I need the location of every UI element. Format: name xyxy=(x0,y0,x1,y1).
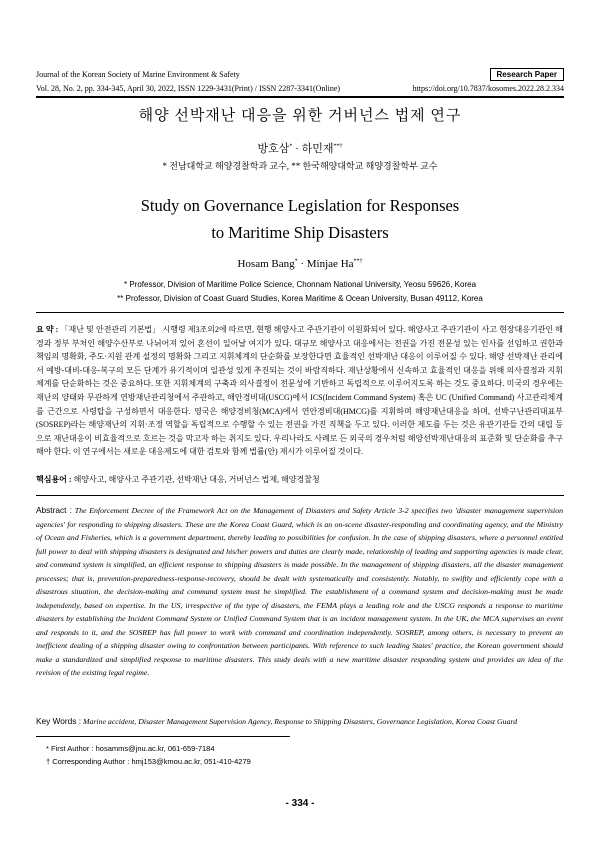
author-1-mark: * xyxy=(289,143,293,150)
english-affiliation-2: ** Professor, Division of Coast Guard Studies, Korea Maritime & Ocean University, Busan 49112, Korea xyxy=(117,294,483,303)
author-separator: · xyxy=(295,143,299,155)
english-affiliation-1: * Professor, Division of Maritime Police Science, Chonnam National University, Yeosu 59626, Korea xyxy=(123,280,477,289)
english-affiliations xyxy=(0,278,600,306)
english-author-1-mark: * xyxy=(294,258,298,265)
journal-name: Journal of the Korean Society of Marine Environment & Safety xyxy=(36,70,240,79)
doi-link[interactable]: https://doi.org/10.7837/kosomes.2022.28.2.334 xyxy=(412,84,564,93)
abstract-mid-rule xyxy=(36,495,564,496)
english-keywords xyxy=(36,716,563,726)
footnote-first-author: * First Author : hosamms@jnu.ac.kr, 061-659-7184 xyxy=(46,744,215,753)
volume-info: Vol. 28, No. 2, pp. 334-345, April 30, 2022, ISSN 1229-3431(Print) / ISSN 2287-3341(Online) xyxy=(36,84,341,93)
footnote-rule xyxy=(36,736,290,737)
abstract-top-rule xyxy=(36,312,564,313)
english-title-line-1: Study on Governance Legislation for Responses xyxy=(140,196,460,215)
korean-author-1: 방호삼 xyxy=(257,143,290,155)
korean-affiliation: * 전남대학교 해양경찰학과 교수, ** 한국해양대학교 해양경찰학부 교수 xyxy=(162,161,438,171)
korean-authors xyxy=(0,140,600,156)
author-2-mark: **† xyxy=(333,143,343,150)
english-abstract-label: Abstract : xyxy=(36,505,72,515)
korean-keywords-label: 핵심용어 : xyxy=(36,475,72,484)
korean-abstract xyxy=(36,323,563,459)
english-abstract xyxy=(36,504,563,680)
english-keywords-text: Marine accident, Disaster Management Supervision Agency, Response to Shipping Disasters, Governance Legislation, Korea Coast Guard xyxy=(83,717,518,726)
korean-author-2: 하민재 xyxy=(301,143,334,155)
korean-keywords xyxy=(36,474,563,485)
article-type-badge: Research Paper xyxy=(490,68,564,81)
footnote-corresponding-author: † Corresponding Author : hmj153@kmou.ac.kr, 051-410-4279 xyxy=(46,757,251,766)
english-author-2: Minjae Ha xyxy=(306,258,354,270)
english-author-1: Hosam Bang xyxy=(237,258,295,270)
english-keywords-label: Key Words : xyxy=(36,716,82,726)
english-author-2-mark: **† xyxy=(353,258,363,265)
header-rule xyxy=(36,96,564,98)
english-author-separator: · xyxy=(300,258,305,270)
korean-title: 해양 선박재난 대응을 위한 거버넌스 법제 연구 xyxy=(138,108,462,124)
page-number: - 334 - xyxy=(285,798,315,809)
english-title xyxy=(0,192,600,246)
english-title-line-2: to Maritime Ship Disasters xyxy=(211,223,389,242)
english-authors xyxy=(0,258,600,270)
korean-keywords-text: 해양사고, 해양사고 주관기관, 선박재난 대응, 거버넌스 법제, 해양경찰청 xyxy=(73,475,320,484)
korean-abstract-label: 요 약 : xyxy=(36,325,59,334)
english-abstract-text: The Enforcement Decree of the Framework Act on the Management of Disasters and Safety Article 3-2 specifies two 'disaster management supervision agencies' for responding to shipping disasters. These are the Korea Coast Guard, which is an on-scene disaster-responding and coordinating agency, and the Ministry of Ocean and Fisheries, which is a government department, thereby leading to possibilities for confusion. In the case of shipping disasters, where a personnel entitled full power to deal with shipping disasters is designated and his/her powers and duties are clearly made, relationship of leading and supporting agencies is made clear, and command system is simplified, an efficient response to shipping disasters is made possible. In the management of shipping disasters, all the disaster management processes; that is, prevention-preparedness-response-recovery, should be dealt with systematically and consistently. Notably, to swiftly and efficiently cope with a disastrous situation, the decision-making and command system must be simplified. The establishment of a command system and decision-making must be made independently, based on expertise. In the US, irrespective of the type of disasters, the FEMA plays a leading role and the USCG responds a response to maritime disasters by establishing the Incident Command System or Unified Command System that is an incident management system. In the UK, the MCA supervises an event and responds to it, and the SOSREP has full power to work with command and coordination independently. SOSREP, among others, is necessary to prevent an inefficient dealing of a shipping disaster owing to confrontation between participants. With reference to such leading States' practice, the Korean government should make a standardized and simplified response to maritime disasters. This study deals with a new maritime disaster responding system and provides an idea of the revision of the existing legal regime. xyxy=(36,506,563,677)
korean-abstract-text: 「재난 및 안전관리 기본법」 시행령 제3조의2에 따르면, 현행 해양사고 주관기관이 이원화되어 있다. 해양사고 주관기관이 사고 현장대응기관인 해경과 정부 부처인 해양수산부로 나뉘어져 있어 혼선이 일어날 여지가 있다. 대규모 해양사고 대응에서는 전권을 가진 전문성 있는 인사를 선임하고 권한과 책임의 명확화, 주도·지원 관계 설정의 명확화 그리고 지휘체계의 단순화를 보장한다면 효율적인 선박재난 대응이 이루어질 수 있다. 해양 선박재난 관리에서 예방-대비-대응-복구의 모든 단계가 유기적이며 일관성 있게 추진되는 것이 바람직하다. 재난상황에서 신속하고 효율적인 대응을 위해 의사결정과 지휘체계를 단순화하는 것은 중요하다. 또한 지휘체계의 구축과 의사결정이 전문성에 기반하고 독립적으로 이루어지도록 하는 것도 중요하다. 미국의 경우에는 재난의 양태와 무관하게 연방재난관리청에서 주관하고, 해안경비대(USCG)에서 ICS(Incident Command System) 혹은 UC (Unified Command) 사고관리체계를 근간으로 사령탑을 구성하면서 대응한다. 영국은 해양경비청(MCA)에서 연안경비대(HMCG)를 지휘하며 해양재난대응을 하며, 선박구난관리대표부(SOSREP)라는 해양재난의 지휘·조정 역할을 독립적으로 수행할 수 있는 전권을 가진 직책을 두고 있다. 이러한 제도를 두는 것은 유관기관들 간의 대립 등으로 재난대응이 비효율적으로 흐르는 것을 막고자 하는 취지도 있다. 우리나라도 사례로 든 외국의 경우처럼 해양선박재난대응의 표준화 및 단순화를 추구해야 한다. 이 연구에서는 새로운 대응제도에 대한 검토와 함께 법률(안) 제시가 이루어질 것이다. xyxy=(36,325,563,457)
